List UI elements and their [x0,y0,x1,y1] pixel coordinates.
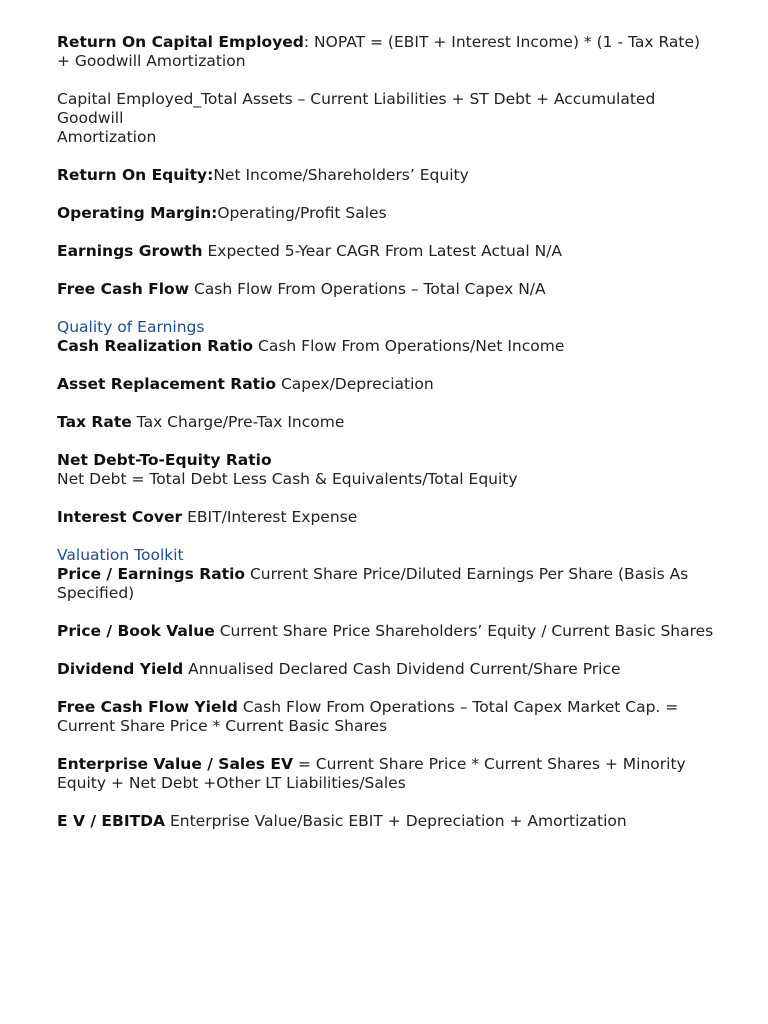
entry-definition: : NOPAT = (EBIT + Interest Income) * (1 - Tax Rate) + Goodwill Amortization [57,33,705,70]
entry-term: Operating Margin: [57,204,218,222]
entry-definition: Cash Flow From Operations – Total Capex Market Cap. = Current Share Price * Current Basic Shares [57,698,684,735]
entry-cash-realization-ratio [57,337,717,356]
entry-net-debt-to-equity-ratio [57,451,717,489]
entry-definition: Current Share Price Shareholders’ Equity / Current Basic Shares [214,622,714,640]
entry-free-cash-flow [57,280,717,299]
entry-interest-cover [57,508,717,527]
entry-return-on-equity [57,166,717,185]
section-heading-valuation-toolkit: Valuation Toolkit [57,546,184,564]
entry-term: Tax Rate [57,413,132,431]
entry-definition: Capex/Depreciation [276,375,434,393]
entry-term: Enterprise Value / Sales EV [57,755,293,773]
entry-term: Return On Capital Employed [57,33,304,51]
entry-price-earnings-ratio [57,565,717,603]
entry-definition: Current Share Price/Diluted Earnings Per Share (Basis As Specified) [57,565,694,602]
entry-term: Return On Equity: [57,166,214,184]
entry-definition: Annualised Declared Cash Dividend Current/Share Price [183,660,621,678]
entry-capital-employed [57,90,717,147]
entry-definition: Tax Charge/Pre-Tax Income [131,413,345,431]
entry-term: Earnings Growth [57,242,203,260]
entry-term: Price / Earnings Ratio [57,565,246,583]
entry-definition: Enterprise Value/Basic EBIT + Depreciation + Amortization [165,812,627,830]
entry-definition: Expected 5-Year CAGR From Latest Actual N/A [202,242,563,260]
entry-tax-rate [57,413,717,432]
entry-term: Cash Realization Ratio [57,337,254,355]
section-heading-quality-of-earnings: Quality of Earnings [57,318,205,336]
entry-definition: Net Debt = Total Debt Less Cash & Equivalents/Total Equity [57,470,518,488]
entry-dividend-yield [57,660,717,679]
entry-earnings-growth [57,242,717,261]
entry-return-on-capital-employed [57,33,717,71]
entry-price-book-value [57,622,717,641]
entry-term: Free Cash Flow Yield [57,698,238,716]
entry-definition: = Current Share Price * Current Shares + Minority Equity + Net Debt +Other LT Liabilities/Sales [57,755,691,792]
entry-definition: Cash Flow From Operations/Net Income [253,337,565,355]
entry-term: Price / Book Value [57,622,215,640]
entry-term: Free Cash Flow [57,280,190,298]
entry-definition: Capital Employed_Total Assets – Current Liabilities + ST Debt + Accumulated Goodwill [57,90,661,127]
entry-definition-continued: Amortization [57,128,157,146]
entry-definition: Net Income/Shareholders’ Equity [213,166,469,184]
entry-term: Dividend Yield [57,660,184,678]
entry-free-cash-flow-yield [57,698,717,736]
entry-term: Interest Cover [57,508,183,526]
entry-definition: Cash Flow From Operations – Total Capex N/A [189,280,546,298]
entry-term: Asset Replacement Ratio [57,375,277,393]
entry-operating-margin [57,204,717,223]
document-page [57,33,717,850]
entry-ev-ebitda [57,812,717,831]
entry-term: Net Debt-To-Equity Ratio [57,451,272,469]
entry-definition: EBIT/Interest Expense [182,508,358,526]
entry-term: E V / EBITDA [57,812,166,830]
entry-enterprise-value-sales [57,755,717,793]
entry-definition: Operating/Profit Sales [217,204,387,222]
entry-asset-replacement-ratio [57,375,717,394]
